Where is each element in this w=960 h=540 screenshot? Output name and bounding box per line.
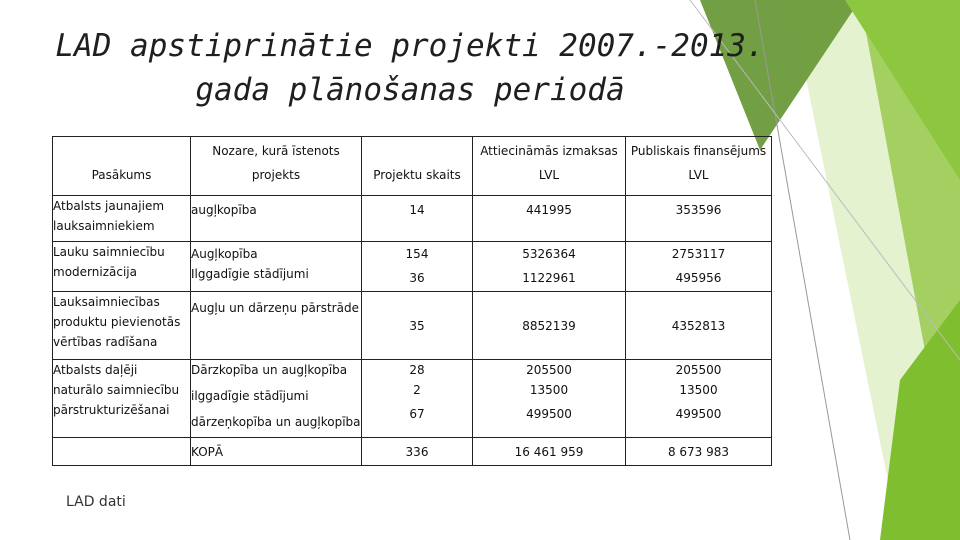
nozare-line: Dārzkopība un augļkopība	[191, 363, 348, 377]
total-finansejums: 8 673 983	[667, 445, 730, 459]
cell-pasakums: Atbalsts daļēji naturālo saimniecību pārstrukturizēšanai	[53, 360, 191, 438]
table-total-row	[53, 438, 772, 466]
nozare-line: augļkopība	[191, 203, 257, 217]
cell-nozare	[191, 196, 362, 242]
cell-skaits	[362, 360, 473, 438]
cell-pasakums: Lauksaimniecības produktu pievienotās vērtības radīšana	[53, 292, 191, 360]
total-label: KOPĀ	[191, 445, 224, 459]
cell-nozare	[191, 360, 362, 438]
cell-nozare	[191, 242, 362, 292]
header-attiecinamas-line1: Attiecināmās izmaksas	[480, 144, 618, 158]
nozare-line: Augļkopība	[191, 247, 258, 261]
cell-izmaksas	[473, 196, 626, 242]
izmaksas-value: 5326364	[522, 247, 576, 261]
izmaksas-value: 441995	[526, 203, 572, 217]
cell-pasakums: Atbalsts jaunajiem lauksaimniekiem	[53, 196, 191, 242]
header-publiskais-line2: LVL	[688, 168, 709, 182]
finansejums-value: 499500	[675, 407, 722, 421]
cell-izmaksas	[473, 242, 626, 292]
header-attiecinamas	[473, 137, 626, 196]
cell-finansejums	[626, 292, 772, 360]
header-projektu-skaits	[362, 137, 473, 196]
total-izmaksas: 16 461 959	[514, 445, 584, 459]
skaits-value: 35	[409, 319, 425, 333]
source-footnote: LAD dati	[66, 494, 126, 510]
slide-title	[0, 24, 820, 112]
skaits-value: 14	[409, 203, 425, 217]
skaits-value: 28	[409, 363, 425, 377]
header-nozare-line2: projekts	[251, 168, 301, 182]
table-row	[53, 196, 772, 242]
title-line-1: LAD apstiprinātie projekti 2007.-2013.	[55, 28, 765, 64]
table-header-row	[53, 137, 772, 196]
nozare-line: Ilggadīgie stādījumi	[191, 267, 309, 281]
cell-finansejums	[626, 242, 772, 292]
cell-total-label	[191, 438, 362, 466]
nozare-line: ilggadīgie stādījumi	[191, 389, 309, 403]
projects-table	[52, 136, 772, 466]
cell-total-izmaksas	[473, 438, 626, 466]
table-row	[53, 242, 772, 292]
izmaksas-value: 13500	[529, 383, 569, 397]
cell-izmaksas	[473, 360, 626, 438]
izmaksas-value: 499500	[526, 407, 572, 421]
skaits-value: 154	[405, 247, 429, 261]
finansejums-value: 4352813	[671, 319, 726, 333]
finansejums-value: 353596	[675, 203, 722, 217]
header-pasakums	[53, 137, 191, 196]
cell-skaits	[362, 292, 473, 360]
header-nozare-line1: Nozare, kurā īstenots	[212, 144, 340, 158]
cell-finansejums	[626, 196, 772, 242]
header-publiskais-line1: Publiskais finansējums	[630, 144, 767, 158]
cell-izmaksas	[473, 292, 626, 360]
izmaksas-value: 1122961	[522, 271, 576, 285]
nozare-line: dārzeņkopība un augļkopība	[191, 415, 361, 429]
skaits-value: 67	[409, 407, 425, 421]
cell-finansejums	[626, 360, 772, 438]
total-skaits: 336	[405, 445, 429, 459]
table-row	[53, 360, 772, 438]
finansejums-value: 495956	[675, 271, 722, 285]
title-line-2: gada plānošanas periodā	[195, 72, 625, 108]
cell-total-empty	[53, 438, 191, 466]
cell-pasakums: Lauku saimniecību modernizācija	[53, 242, 191, 292]
cell-skaits	[362, 242, 473, 292]
finansejums-value: 13500	[679, 383, 718, 397]
izmaksas-value: 205500	[526, 363, 572, 377]
table-row	[53, 292, 772, 360]
cell-total-finansejums	[626, 438, 772, 466]
cell-nozare	[191, 292, 362, 360]
skaits-value: 2	[413, 383, 421, 397]
finansejums-value: 2753117	[671, 247, 726, 261]
izmaksas-value: 8852139	[522, 319, 576, 333]
cell-total-skaits	[362, 438, 473, 466]
nozare-line: Augļu un dārzeņu pārstrāde	[191, 301, 359, 315]
header-attiecinamas-line2: LVL	[538, 168, 560, 182]
cell-skaits	[362, 196, 473, 242]
header-projektu-skaits-label: Projektu skaits	[373, 168, 461, 182]
header-nozare	[191, 137, 362, 196]
header-pasakums-label: Pasākums	[91, 168, 152, 182]
finansejums-value: 205500	[675, 363, 722, 377]
skaits-value: 36	[409, 271, 425, 285]
header-publiskais	[626, 137, 772, 196]
